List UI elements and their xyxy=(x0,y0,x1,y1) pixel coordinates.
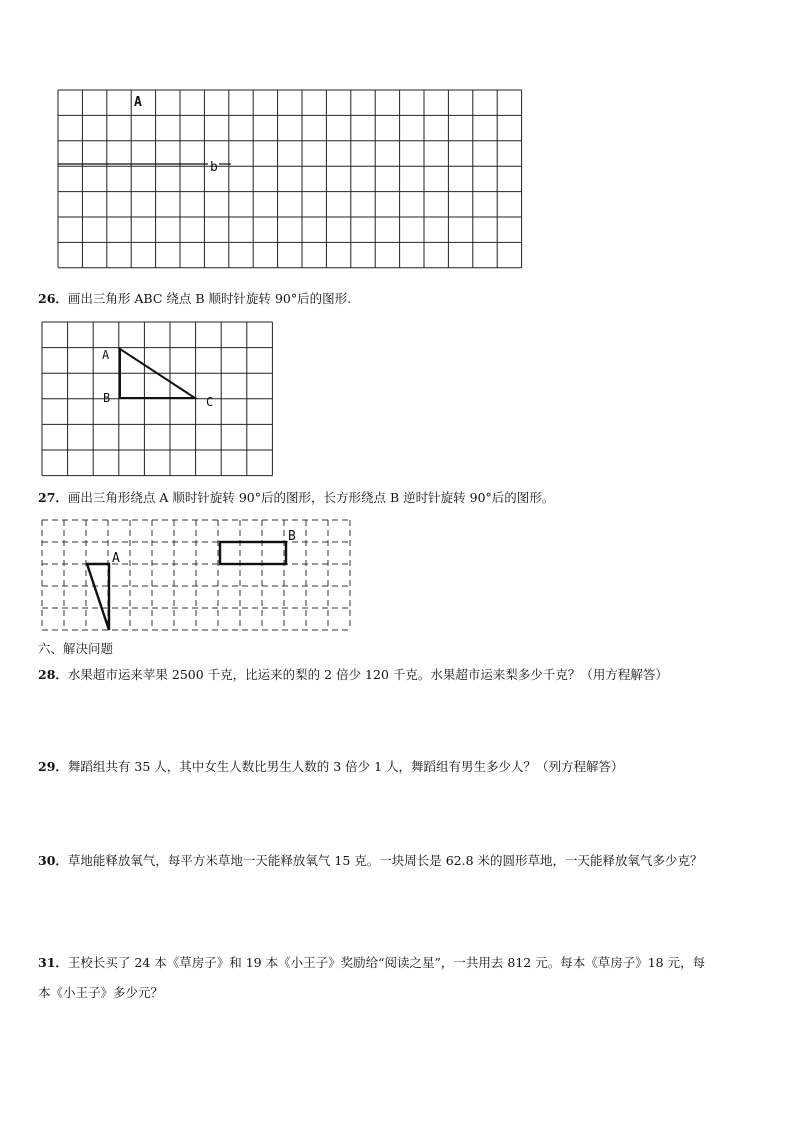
grid-figure-27 xyxy=(40,518,356,634)
question-number: 31． xyxy=(38,955,68,970)
question-number: 29． xyxy=(38,759,68,774)
question-text: 画出三角形绕点 A 顺时针旋转 90°后的图形，长方形绕点 B 逆时针旋转 90°后的图形。 xyxy=(67,490,555,505)
vertex-b-label: B xyxy=(288,529,296,544)
point-a-label: A xyxy=(134,95,142,110)
rectangle xyxy=(220,542,286,564)
vertex-a-label: A xyxy=(112,551,120,566)
question-text: 草地能释放氧气，每平方米草地一天能释放氧气 15 克。一块周长是 62.8 米的圆形草地，一天能释放氧气多少克？ xyxy=(67,853,703,868)
question-text-line2: 本《小王子》多少元？ xyxy=(38,985,164,1000)
vertex-a-label: A xyxy=(102,348,110,362)
grid-figure-26 xyxy=(40,320,276,480)
question-31 xyxy=(38,948,705,1008)
vertex-c-label: C xyxy=(206,395,214,409)
question-number: 26． xyxy=(38,291,68,306)
question-29 xyxy=(38,759,624,775)
question-26 xyxy=(38,291,351,307)
line-b-label: b xyxy=(210,160,218,175)
question-text: 画出三角形 ABC 绕点 B 顺时针旋转 90°后的图形. xyxy=(67,291,352,306)
question-number: 28． xyxy=(38,667,68,682)
question-text-line1: 王校长买了 24 本《草房子》和 19 本《小王子》奖励给“阅读之星”，一共用去 812 元。每本《草房子》18 元，每 xyxy=(67,955,706,970)
vertex-b-label: B xyxy=(103,391,111,405)
section-title: 六、解决问题 xyxy=(38,641,114,656)
question-27 xyxy=(38,490,554,506)
question-28 xyxy=(38,667,668,683)
triangle xyxy=(87,564,109,630)
question-text: 舞蹈组共有 35 人，其中女生人数比男生人数的 3 倍少 1 人，舞蹈组有男生多少人？（列方程解答） xyxy=(67,759,624,774)
question-number: 27． xyxy=(38,490,68,505)
question-30 xyxy=(38,853,703,869)
question-text: 水果超市运来苹果 2500 千克，比运来的梨的 2 倍少 120 千克。水果超市运来梨多少千克？（用方程解答） xyxy=(67,667,668,682)
question-number: 30． xyxy=(38,853,68,868)
grid-figure-25 xyxy=(56,88,528,270)
